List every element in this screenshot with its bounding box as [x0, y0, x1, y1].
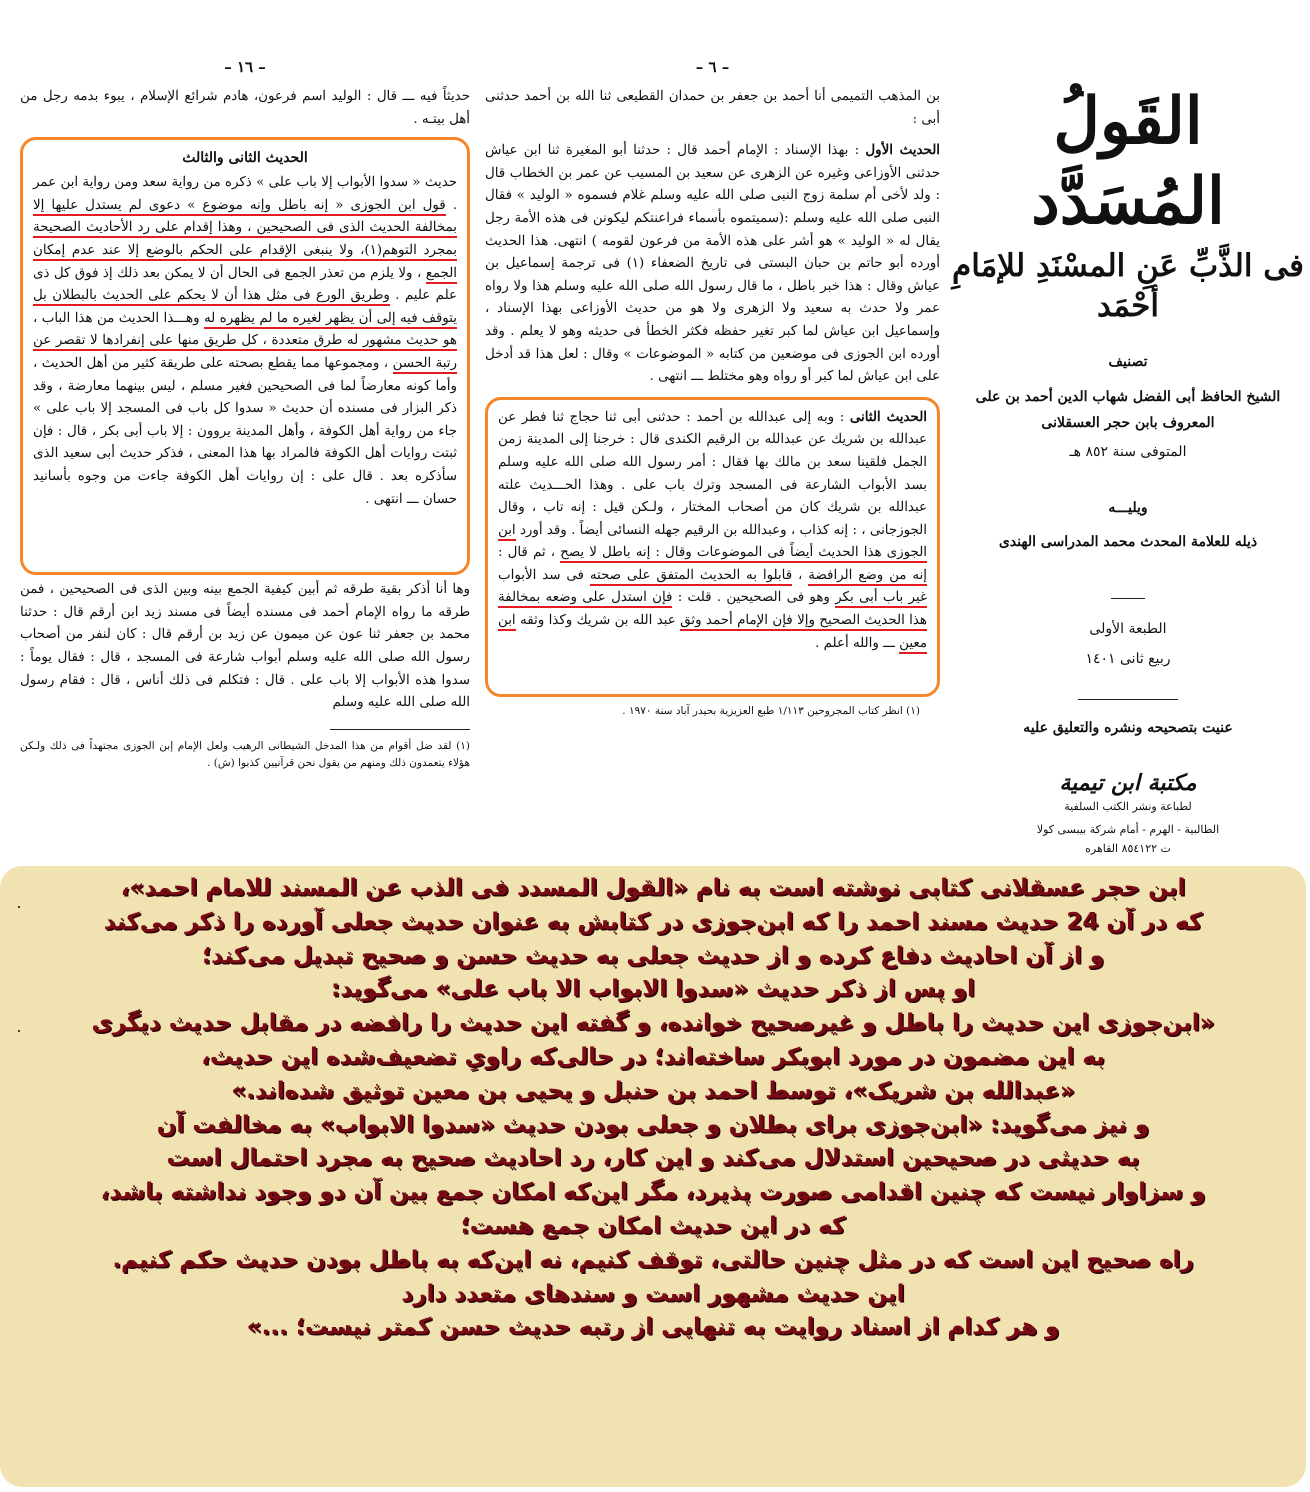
underlined-text: غير باب أبى بكر [835, 590, 927, 608]
highlight-box-hadith-2-3 [20, 137, 470, 575]
underlined-text: قول ابن الجوزى « إنه باطل وإنه موضوع » دعوى لم يستدل عليها إلا بمخالفة الحديث الذى فى الصحيحين ، وهذا إقدام على رد الأحاديث الصحيحة بمجرد التوهم(١)، ولا ينبغى الإقدام على الحكم بالوضع إلا عند عدم إمكان الجمع [33, 198, 457, 284]
author-name [948, 384, 1308, 436]
speck [18, 1030, 20, 1032]
text-segment: ، ولا يلزم من تعذر الجمع فى الحال أن لا يمكن بعد ذلك إذ فوق كل ذى علم عليم . [33, 265, 457, 304]
edition-label: الطبعة الأولى [1089, 621, 1167, 637]
text-segment: ـــ والله أعلم . [815, 635, 895, 651]
text-segment: ، [798, 567, 803, 583]
footnote: (١) لقد ضل أقوام من هذا المدخل الشيطانى الرهيب ولعل الإمام إبن الجوزى مجتهداً فى ذلك ولـكن هؤلاء يتعمدون ذلك ومنهم من يقول نحن قرآنيين كذبوا (ش) . [20, 739, 470, 769]
underlined-text: هو حديث مشهور له طرق متعددة ، كل طريق منها على إنفرادها لا تقصر عن رتبة الحسن [33, 333, 457, 374]
commentary-line: و هر کدام از اسناد روایت به تنهایی از رتبه حدیث حسن کمتر نیست؛ ...» [246, 1314, 1060, 1341]
publisher-phone: ت ٨٥٤١٢٢ القاهره [1085, 842, 1171, 855]
publisher-address: الطالبية - الهرم - أمام شركة بيبسى كولا [1036, 823, 1220, 836]
highlighted-hadith-text [33, 172, 457, 511]
text-segment: عبد الله بن شريك وكذا وثقه [520, 613, 676, 629]
text-segment: فى سد الأبواب [498, 567, 584, 583]
hadith-1-text [485, 139, 940, 389]
highlighted-hadith-text [498, 406, 927, 656]
followed-by-label: ويليـــه [1108, 500, 1148, 516]
text-segment: وهـــذا الحديث من هذا الباب ، [33, 310, 200, 326]
book-page-16 [20, 0, 470, 842]
underlined-text: ابن معين [498, 613, 927, 654]
commentary-line: و از آن احادیث دفاع کرده و از حدیث جعلی به حدیث حسن و صحیح تبدیل می‌کند؛ [201, 942, 1105, 969]
commentary-line: به این مضمون در مورد ابوبکر ساخته‌اند؛ در حالی‌که راویِ تضعیف‌شده این حدیث، [201, 1043, 1105, 1070]
text-segment: ، ومجموعها مما يقطع بصحته على طريقة كثير من أهل الحديث ، وأما كونه معارضاً لما فى الصحيحين فغير مسلم ، ليس بينهما معارضة ، وقد ذكر البزار فى مسنده أن حديث « سدوا كل باب فى المسجد إلا باب على » جاء من رواية أهل الكوفة ، وأهل المدينة يروون : إلا باب أبى بكر ، قال : فإن ثبتت روايات أهل الكوفة فالمراد بها هذا المعنى ، فذكر حديث أبى سعيد الذى سأذكره بعد . قال على : إن روايات أهل الكوفة جاءت من وجوه بأسانيد حسان ـــ انتهى . [33, 355, 457, 507]
commentary-line: «عبدالله بن شریک»، توسط احمد بن حنبل و یحیی بن معین توثیق شده‌اند.» [231, 1077, 1075, 1104]
highlight-box-hadith-2 [485, 397, 940, 697]
publisher-logo: مكتبة ابن تيمية [1059, 770, 1197, 796]
publisher-tagline: لطباعة ونشر الكتب السلفية [1064, 800, 1192, 813]
commentary-line: او پس از ذکر حدیث «سدوا الابواب الا باب علی» می‌گوید: [331, 976, 975, 1003]
text-segment: بن المذهب التميمى أنا أحمد بن جعفر بن حمدان القطيعى ثنا الله بن أحمد حدثنى أبى : [485, 89, 940, 127]
underlined-text: قابلوا به الحديث المتفق على صحته [590, 568, 792, 586]
author-line: المعروف بابن حجر العسقلانى [1041, 415, 1215, 431]
author-line: الشيخ الحافظ أبى الفضل شهاب الدين أحمد بن على [975, 389, 1281, 405]
underlined-text: ابن الجوزى هذا الحديث أيضاً فى الموضوعات وقال : إنه باطل لا يصح [498, 523, 927, 564]
footnote: (١) انظر كتاب المجروحين ١/١١٣ طبع العزيزية بحيدر آباد سنة ١٩٧٠ . [622, 704, 920, 717]
text-segment: وهو فى الصحيحين . قلت : [677, 590, 830, 606]
authored-label: تصنيف [1108, 354, 1148, 370]
text-segment: حديث « سدوا الأبواب إلا باب على » ذكره من رواية سعد ومن رواية ابن عمر . [33, 175, 457, 213]
book-title: القَولُ المُسَدَّد [1031, 84, 1225, 239]
text-segment: ، ثم قال : [498, 545, 556, 561]
hadith-label: الحديث الثانى [849, 408, 927, 425]
commentary-line: به حدیثی در صحیحین استدلال می‌کند و این کار، رد احادیث صحیح به مجرد احتمال است [166, 1145, 1140, 1172]
text-segment: : بهذا الإسناد : الإمام أحمد قال : حدثنا أبو المغيرة ثنا ابن عياش حدثنى الأوزاعى وغيره عن الزهرى عن سعيد بن المسيب عن عمر بن الخطاب قال : ولد لأخى أم سلمة زوج النبى صلى الله عليه وسلم غلام فسموه « الوليد » فقال النبى صلى الله عليه وسلم :(سميتموه بأسماء فراعنتكم ليكونن فى هذه الأمة رجل يقال له « الوليد » هو أشر على هذه الأمة من فرعون لقومه ) انتهى. هذا الحديث أورده أبو حاتم بن حبان البستى فى تاريخ الضعفاء (١) فى ترجمة إسماعيل بن عياش وقال : هذا خبر باطل ، ما قال رسول الله صلى الله عليه وسلم هذا ولا رواه عمر ولا حدث به سعيد ولا الزهرى ولا هو من حديث الأوزاعى بهذا الإسناد ، وإسماعيل ابن عياش لما كبر تغير حفظه فكثر الخطأ فى حديثه وهو لا يعلم . وقد أورده ابن الجوزى فى موضعين من كتابه « الموضوعات » وقال : لعل هذا قد أدخل على ابن عياش لما كبر أو رواه وهو مختلط ـــ انتهى . [485, 143, 940, 385]
page-number: – ٦ – [695, 58, 730, 76]
body-text: وها أنا أذكر بقية طرقه ثم أبين كيفية الجمع بينه وبين الذى فى الصحيحين ، فمن طرقه ما رواه الإمام أحمد فى مسنده أيضاً فى مسند زيد ابن أرقم قال : حدثنا محمد بن جعفر ثنا عون عن ميمون عن زيد بن أرقم قال : كان لنفر من أصحاب رسول الله صلى الله عليه وسلم أبواب شارعة فى المسجد ، قال : فقال يوماً : سدوا هذه الأبواب إلا باب على . قال : فتكلم فى ذلك أناس ، قال : فقام رسول الله صلى الله عليه وسلم [20, 582, 470, 711]
underlined-text: إنه من وضع الرافضة [808, 568, 927, 586]
footnote-divider [330, 729, 470, 730]
persian-commentary-box [0, 866, 1306, 1487]
publication-date: ربيع ثانى ١٤٠١ [1085, 651, 1171, 667]
speck [18, 906, 20, 908]
page-intro-text [485, 86, 940, 131]
commentary-line: که در این حدیث امکان جمع هست؛ [460, 1212, 846, 1239]
commentary-line: ابن حجر عسقلانی کتابی نوشته است به نام «القول المسدد فی الذب عن المسند للامام احمد»، [120, 875, 1186, 901]
commentary-line: و نیز می‌گوید: «ابن‌جوزی برای بطلان و جعلی بودن حدیث «سدوا الابواب» به مخالفت آن [156, 1111, 1150, 1138]
addendum-credit: ذيله للعلامة المحدث محمد المدراسى الهندى [998, 534, 1258, 550]
editorial-credit: عنيت بتصحيحه ونشره والتعليق عليه [1023, 720, 1233, 736]
divider [1078, 699, 1178, 700]
commentary-line: «ابن‌جوزی این حدیث را باطل و غیرصحیح خوانده، و گفته این حدیث را رافضه در مقابل حدیث دیگری [91, 1010, 1215, 1037]
commentary-line: این حدیث مشهور است و سندهای متعدد دارد [401, 1280, 905, 1307]
underlined-text: وطريق الورع فى مثل هذا أن لا يحكم على الحديث بالبطلان بل يتوقف فيه إلى أن يظهر لغيره ما لم يظهره له [33, 288, 457, 329]
commentary-line: راه صحیح این است که در مثل چنین حالتی، توقف کنیم، نه این‌که به باطل بودن حدیث حکم کنیم. [112, 1246, 1194, 1273]
book-subtitle: فى الذَّبِّ عَنِ المسْنَدِ للإمَامِ أحْمَد [952, 248, 1304, 324]
hadith-label: الحديث الأول [865, 142, 940, 159]
page-intro-text: حديثاً فيه ـــ قال : الوليد اسم فرعون، هادم شرائع الإسلام ، يبوء بدمه رجل من أهل بيتـه . [20, 89, 470, 127]
commentary-line: و سزاوار نیست که چنین اقدامی صورت پذیرد، مگر این‌که امکان جمع بین آن دو وجود نداشته باشد، [100, 1179, 1206, 1206]
book-page-6 [485, 0, 940, 842]
divider [1111, 598, 1145, 599]
section-title: الحديث الثانى والثالث [182, 150, 308, 167]
underlined-text: فإن استدل على وضعه بمخالفة هذا الحديث الصحيح وإلا فإن الإمام أحمد وثق [498, 590, 927, 631]
book-title-page [948, 0, 1308, 855]
text-segment: : وبه إلى عبدالله بن أحمد : حدثنى أبى ثنا حجاج ثنا فطر عن عبدالله بن شريك عن عبدالله بن الرقيم الكندى قال : خرجنا إلى المدينة زمن الجمل فلقينا سعد بن مالك بها فقال : أمر رسول الله صلى الله عليه وسلم بسد الأبواب الشارعة فى المسجد وترك باب على . وهذا الحـــديث علته عبدالله بن شريك كان من أصحاب المختار ، ولـكن قيل : إنه تاب ، وقال الجوزجانى ، : إنه كذاب ، وعبدالله بن الرقيم جهله النسائى أيضاً . وقد أورد [498, 409, 927, 538]
author-death-year: المتوفى سنة ٨٥٢ هـ [1069, 444, 1187, 460]
page-number: – ١٦ – [224, 58, 266, 76]
commentary-line: که در آن 24 حدیث مسند احمد را که ابن‌جوزی در کتابش به عنوان حدیث جعلی آورده را ذکر می‌کند [103, 908, 1203, 935]
